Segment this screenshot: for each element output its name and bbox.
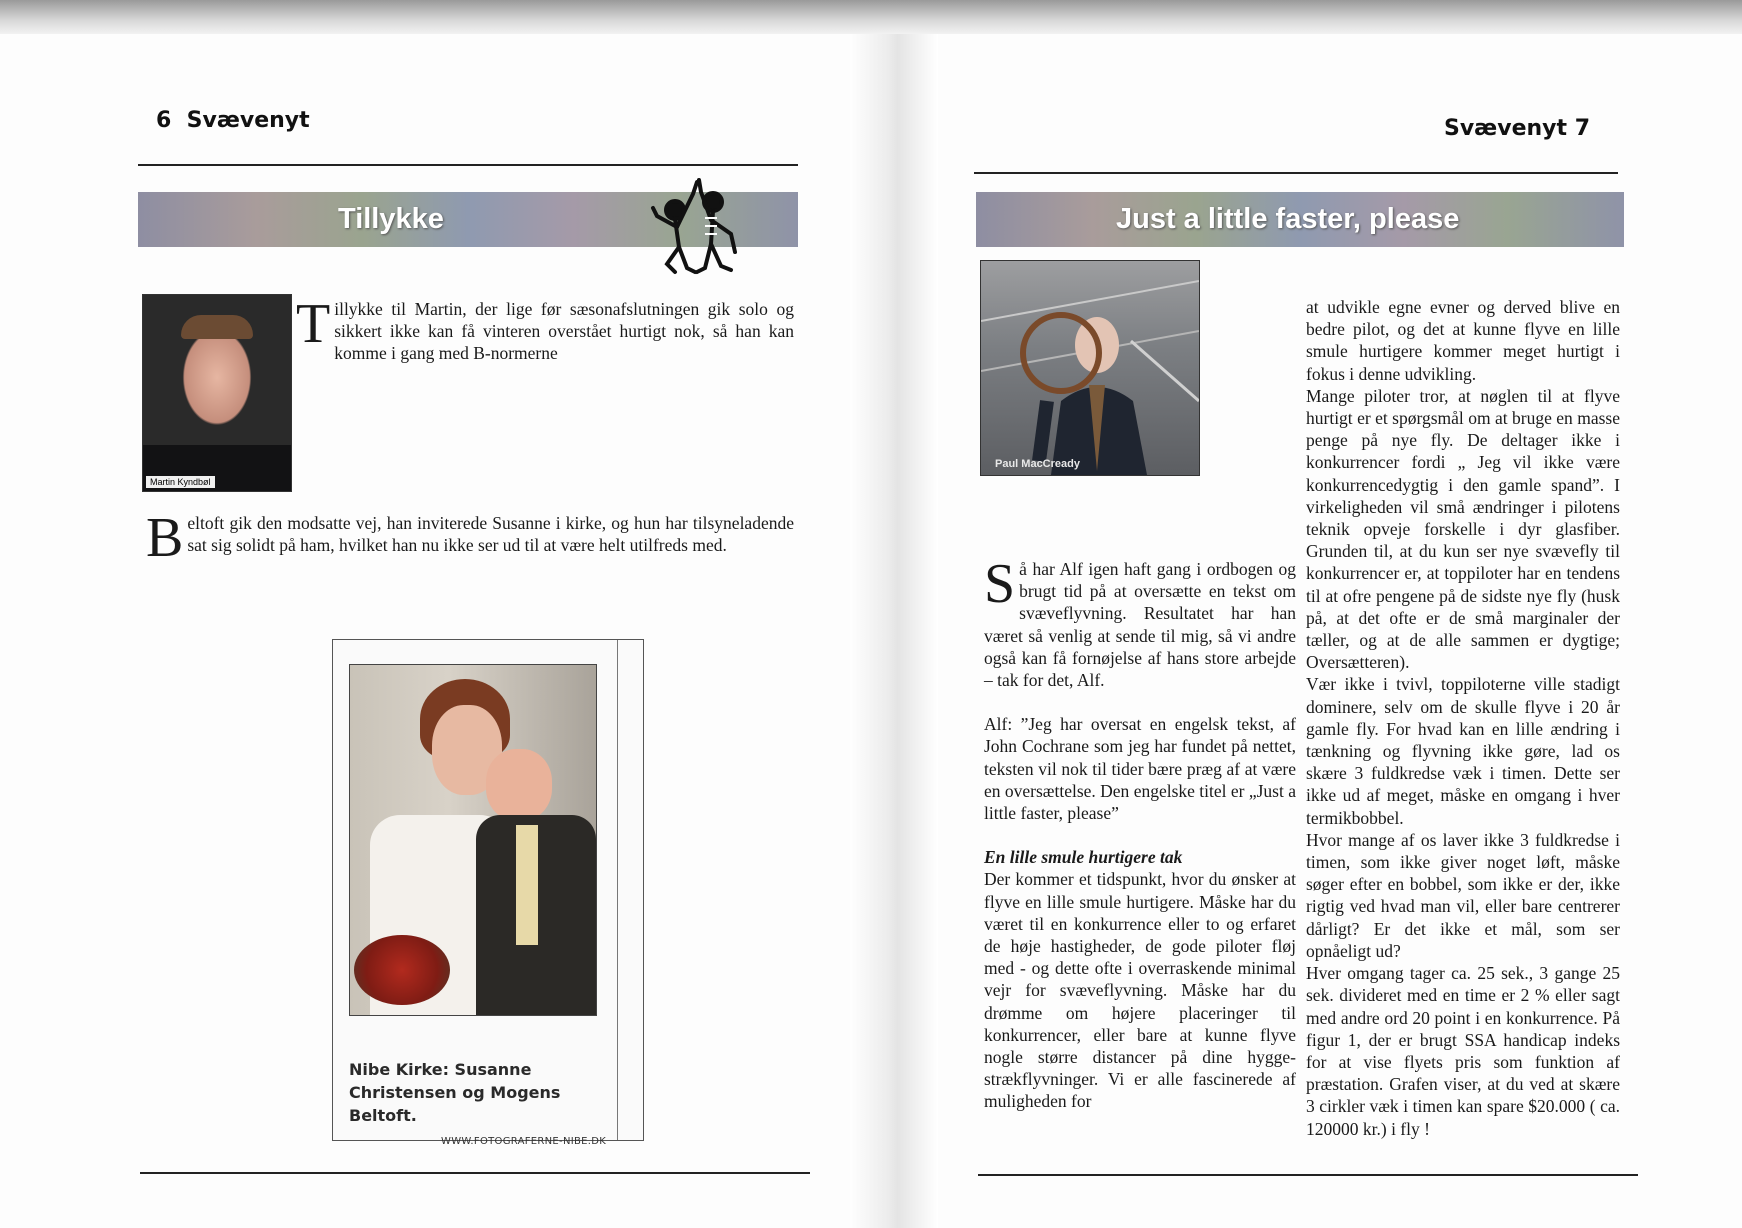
wedding-newspaper-clipping [332,639,644,1147]
body-right-paragraph-4: Hvor mange af os laver ikke 3 fuldkredse i timen, som ikke giver noget løft, måske søger efter en bobbel, som ikke er der, ikke rigtig ved hvad man vil, eller bare centrerer dårligt? Er det ikke et mål, som ser opnåeligt ud? [1306,829,1620,961]
wedding-clip-caption: Nibe Kirke: Susanne Christensen og Mogens Beltoft. [349,1060,561,1125]
right-section-banner [976,192,1624,247]
left-running-head [156,108,310,133]
book-spine [848,34,938,1228]
article-subheading: En lille smule hurtigere tak [984,847,1183,868]
hair-shape [181,315,253,339]
article-right-column [1306,296,1620,1140]
wedding-clip-credit: WWW.FOTOGRAFERNE-NIBE.DK [441,1136,607,1147]
left-bottom-rule [140,1172,810,1174]
right-page-number: 7 [1574,116,1591,141]
dropcap-b: B [146,507,184,569]
groom-tie [516,825,538,945]
bridal-bouquet [354,935,450,1005]
left-top-rule [138,164,798,166]
clip-column-divider [617,640,618,1140]
article-subheading-paragraph [984,846,1296,1112]
high-five-figures-icon [645,172,755,282]
right-page [938,34,1742,1228]
paul-maccready-photo [980,260,1200,476]
martin-photo-caption: Martin Kyndbøl [146,476,215,488]
quote-paragraph: Alf: ”Jeg har oversat en engelsk tekst, af John Cochrane som jeg har fundet på nettet, teksten vil nok til tider bære præg af at være en oversættelse. Den engelske titel er „Just a little faster, please” [984,714,1296,824]
martin-portrait-photo [142,294,292,492]
dropcap-s: S [984,553,1016,615]
paul-photo-caption: Paul MacCready [995,458,1080,470]
intro-text: å har Alf igen haft gang i ordbogen og brugt tid på at oversætte en tekst om svæveflyvning. Resultatet har han været så venlig at sende til mig, så vi andre også kan få fornøjelse af hans store arbejde – tak for det, Alf. [984,559,1296,691]
wedding-photo [349,664,597,1016]
body-right-paragraph-5: Hver omgang tager ca. 25 sek., 3 gange 25 sek. divideret med en time er 2 % eller sagt med andre ord 20 point i en konkurrence. På figur 1, der er brugt SSA handicap indeks for at vise flyets pris som funktion af præstation. Grafen viser, at du ved at skære 3 cirkler væk i timen kan spare $20.000 ( ca. 120000 kr.) i fly ! [1306,963,1620,1139]
beltoft-paragraph [146,507,794,569]
intro-paragraph [984,553,1296,691]
beltoft-text: eltoft gik den modsatte vej, han inviterede Susanne i kirke, og hun har tilsyneladende sat sig solidt på ham, hvilket han nu ikke ser ud til at være helt utilfreds med. [187,513,794,555]
right-banner-title: Just a little faster, please [1116,203,1460,235]
scanner-edge [0,0,1742,34]
body-left-text: Der kommer et tidspunkt, hvor du ønsker at flyve en lille smule hurtigere. Måske har du været til en konkurrence eller to og erfaret de høje hastigheder, de gode piloter fløj med - og dette ofte i overraskende minimal vejr for svæveflyvning. Måske har du drømme om højere placeringer til konkurrencer, eller bare at kunne flyve nogle større distancer på dine hyggestrækflyvninger. Vi er alle fascinerede af muligheden for [984,869,1296,1112]
body-right-paragraph-2: Mange piloter tror, at nøglen til at flyve hurtigt er et spørgsmål om at bruge en masse penge på nye fly. De deltager ikke i konkurrencer fordi „ Jeg vil ikke være konkurrencedygtig i den gamle spand”. I virkeligheden vil små ændringer i pilotens teknik opveje forskelle i dyr glasfiber. Grunden til, at du kun ser nye svævefly til konkurrencer er, at toppiloter har en tendens til at ofre pengene på de sidste nye fly (husk på, at det ofte er de små marginaler der tæller, og at de alle sammen er dygtige; Oversætteren). [1306,385,1620,673]
left-publication-name: Svævenyt [186,108,310,133]
groom-face [486,749,552,821]
dropcap-t: T [296,293,331,355]
left-banner-title: Tillykke [338,203,444,235]
right-running-head [1444,116,1590,141]
photo-illustration [981,261,1199,475]
left-page [0,34,850,1228]
right-bottom-rule [978,1174,1638,1176]
tillykke-martin-text: illykke til Martin, der lige før sæsonafslutningen gik solo og sikkert ikke kan få vinteren overstået hurtigt nok, så han kan komme i gang med B-normerne [334,299,794,363]
tillykke-martin-paragraph [296,293,794,364]
right-publication-name: Svævenyt [1444,116,1568,141]
body-right-paragraph-1: at udvikle egne evner og derved blive en bedre pilot, og det at kunne flyve en lille smule hurtigere kommer meget hurtigt i fokus i denne udvikling. [1306,297,1620,384]
body-right-paragraph-3: Vær ikke i tvivl, toppiloterne ville stadigt dominere, selv om de skulle flyve i 20 år gamle fly. For hvad kan en lille ændring i tænkning og flyvning ikke gøre, lad os skære 3 fuldkredse væk i timen. Dette ser ikke ud af meget, måske en omgang i hver termikbobbel. [1306,674,1620,828]
left-page-number: 6 [156,108,172,133]
article-left-column [984,553,1296,1113]
right-top-rule [974,172,1618,174]
